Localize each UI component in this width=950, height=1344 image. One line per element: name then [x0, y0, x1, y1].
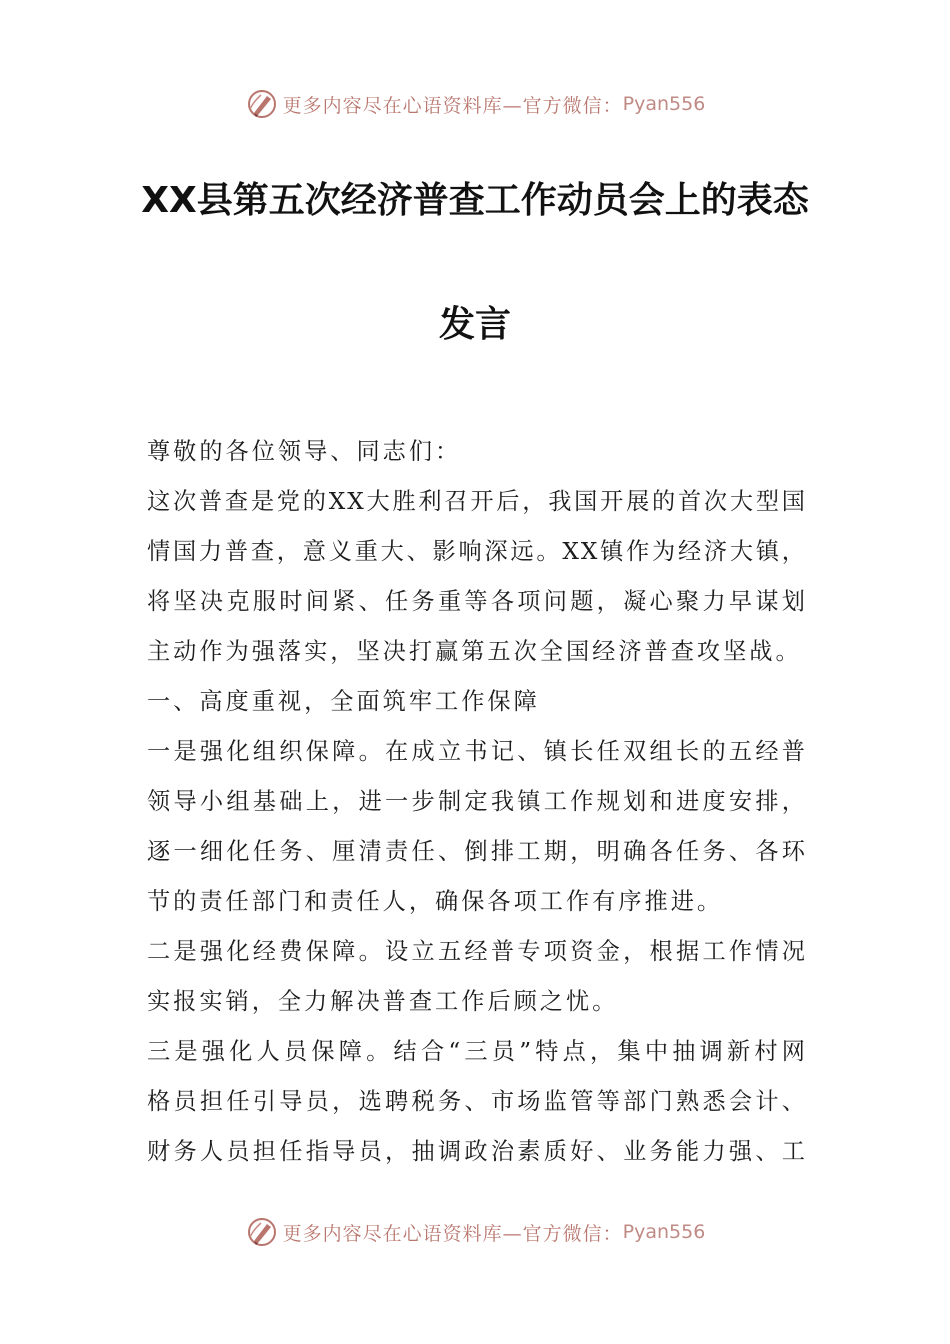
footer-watermark: [0, 1212, 950, 1252]
document-title-continued: 发言: [438, 304, 511, 345]
document-body: [147, 427, 807, 1177]
paragraph-line: 情国力普查，意义重大、影响深远。XX镇作为经济大镇，: [147, 538, 807, 565]
paragraph-line: 这次普查是党的XX大胜利召开后，我国开展的首次大型国: [147, 488, 807, 515]
salutation: 尊敬的各位领导、同志们：: [147, 438, 462, 465]
paragraph-line: 主动作为强落实，坚决打赢第五次全国经济普查攻坚战。: [147, 638, 802, 665]
paragraph-line: 三是强化人员保障。结合“三员”特点，集中抽调新村网: [147, 1038, 807, 1065]
watermark-text: 更多内容尽在心语资料库—官方微信：: [282, 1222, 623, 1245]
paragraph-line: 领导小组基础上，进一步制定我镇工作规划和进度安排，: [147, 788, 807, 815]
watermark-text: 更多内容尽在心语资料库—官方微信：: [282, 94, 623, 117]
pen-logo-icon: [245, 1215, 279, 1249]
paragraph-line: 逐一细化任务、厘清责任、倒排工期，明确各任务、各环: [147, 838, 807, 865]
paragraph-line: 财务人员担任指导员，抽调政治素质好、业务能力强、工: [147, 1138, 807, 1165]
paragraph-line: 一是强化组织保障。在成立书记、镇长任双组长的五经普: [147, 738, 807, 765]
paragraph-line: 实报实销，全力解决普查工作后顾之忧。: [147, 988, 619, 1015]
header-watermark: [0, 84, 950, 124]
paragraph-line: 节的责任部门和责任人，确保各项工作有序推进。: [147, 888, 724, 915]
watermark-wechat-id: Pyan556: [622, 1221, 706, 1243]
paragraph-line: 二是强化经费保障。设立五经普专项资金，根据工作情况: [147, 938, 807, 965]
section-heading: 一、高度重视，全面筑牢工作保障: [147, 688, 540, 715]
document-title: XX县第五次经济普查工作动员会上的表态: [141, 180, 809, 221]
paragraph-line: 格员担任引导员，选聘税务、市场监管等部门熟悉会计、: [147, 1088, 807, 1115]
paragraph-line: 将坚决克服时间紧、任务重等各项问题，凝心聚力早谋划: [147, 588, 807, 615]
watermark-wechat-id: Pyan556: [622, 93, 706, 115]
pen-logo-icon: [245, 87, 279, 121]
